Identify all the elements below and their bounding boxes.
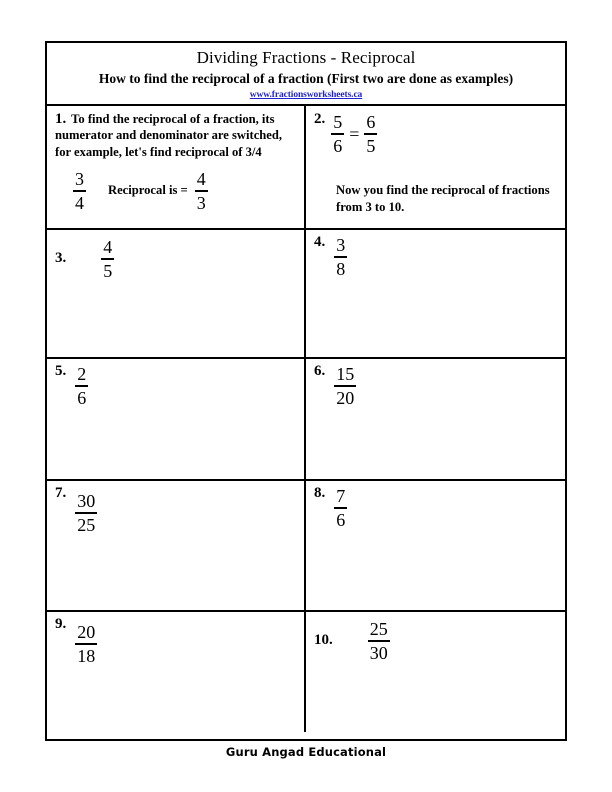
problem-fraction xyxy=(75,622,97,666)
page-title: Dividing Fractions - Reciprocal xyxy=(196,48,416,67)
table-row xyxy=(47,106,565,230)
question-number: 6. xyxy=(314,362,326,379)
fraction-bar xyxy=(368,640,390,642)
fraction-bar xyxy=(334,256,347,258)
fraction-bar xyxy=(75,643,97,645)
worksheet-table xyxy=(45,41,567,741)
fraction-denominator: 3 xyxy=(196,192,206,213)
problem-fraction xyxy=(75,364,88,408)
fraction-numerator: 3 xyxy=(336,234,346,255)
problem-fraction xyxy=(334,486,347,530)
worksheet-header xyxy=(47,43,565,106)
question-number: 5. xyxy=(55,362,67,379)
fraction-denominator: 8 xyxy=(336,258,346,279)
fraction-denominator: 6 xyxy=(333,135,343,156)
fraction-denominator: 5 xyxy=(103,260,113,281)
fraction-bar xyxy=(364,133,377,135)
fraction-numerator: 4 xyxy=(196,168,206,189)
fraction-denominator: 30 xyxy=(369,642,388,663)
example-2-equation xyxy=(314,112,557,156)
fraction-bar xyxy=(101,258,114,260)
problem-fraction xyxy=(101,237,114,281)
problem-cell-5[interactable] xyxy=(47,359,306,479)
table-row xyxy=(47,612,565,732)
problem-10 xyxy=(314,617,557,663)
footer-credit: Guru Angad Educational xyxy=(225,745,387,759)
fraction-numerator: 4 xyxy=(103,236,113,257)
problem-7 xyxy=(55,486,296,535)
question-number: 10. xyxy=(314,631,333,648)
table-row xyxy=(47,230,565,359)
fraction-numerator: 25 xyxy=(369,618,388,639)
page-subtitle: How to find the reciprocal of a fraction (First two are done as examples) xyxy=(98,70,514,86)
fraction-bar xyxy=(334,385,356,387)
equals-sign: = xyxy=(349,123,360,144)
problem-grid xyxy=(47,106,565,739)
fraction-denominator: 25 xyxy=(77,514,96,535)
question-number: 2. xyxy=(314,110,326,127)
fraction-numerator: 30 xyxy=(77,490,96,511)
problem-3 xyxy=(55,235,296,281)
problem-fraction xyxy=(334,235,347,279)
table-row xyxy=(47,481,565,612)
example-cell-1 xyxy=(47,106,306,228)
fraction-given xyxy=(73,169,86,213)
fraction-bar xyxy=(334,507,347,509)
fraction-denominator: 6 xyxy=(77,387,87,408)
example-1-equation xyxy=(55,169,296,213)
problem-cell-4[interactable] xyxy=(306,230,565,357)
problem-cell-10[interactable] xyxy=(306,612,565,732)
problem-cell-3[interactable] xyxy=(47,230,306,357)
fraction-bar xyxy=(331,133,344,135)
fraction-numerator: 5 xyxy=(333,111,343,132)
problem-5 xyxy=(55,364,296,408)
fraction-denominator: 18 xyxy=(77,645,96,666)
fraction-bar xyxy=(75,385,88,387)
fraction-given xyxy=(331,112,344,156)
reciprocal-label: Reciprocal is = xyxy=(108,183,188,198)
question-number: 9. xyxy=(55,615,67,632)
problem-4 xyxy=(314,235,557,279)
fraction-answer xyxy=(195,169,208,213)
fraction-numerator: 20 xyxy=(77,621,96,642)
question-number: 3. xyxy=(55,249,67,266)
fraction-denominator: 20 xyxy=(336,387,355,408)
question-number: 8. xyxy=(314,484,326,501)
question-number: 7. xyxy=(55,484,67,501)
table-row xyxy=(47,359,565,481)
instruction-note: Now you find the reciprocal of fractions from 3 to 10. xyxy=(336,183,550,214)
source-url-link[interactable]: www.fractionsworksheets.ca xyxy=(249,89,363,100)
fraction-denominator: 5 xyxy=(366,135,376,156)
fraction-bar xyxy=(73,190,86,192)
problem-cell-7[interactable] xyxy=(47,481,306,610)
question-number: 4. xyxy=(314,233,326,250)
problem-fraction xyxy=(368,619,390,663)
problem-cell-9[interactable] xyxy=(47,612,306,732)
problem-cell-6[interactable] xyxy=(306,359,565,479)
problem-fraction xyxy=(334,364,356,408)
fraction-bar xyxy=(75,512,97,514)
example-cell-2 xyxy=(306,106,565,228)
fraction-bar xyxy=(195,190,208,192)
problem-6 xyxy=(314,364,557,408)
fraction-numerator: 7 xyxy=(336,485,346,506)
example-1-body: To find the reciprocal of a fraction, its numerator and denominator are switched, for example, let's find reciprocal of 3/4 xyxy=(55,111,283,159)
problem-fraction xyxy=(75,491,97,535)
fraction-denominator: 4 xyxy=(75,192,84,213)
fraction-numerator: 15 xyxy=(336,363,355,384)
fraction-numerator: 3 xyxy=(75,168,84,189)
example-1-text xyxy=(55,111,296,161)
question-number: 1. xyxy=(55,110,67,127)
fraction-numerator: 6 xyxy=(366,111,376,132)
fraction-numerator: 2 xyxy=(77,363,87,384)
problem-cell-8[interactable] xyxy=(306,481,565,610)
fraction-denominator: 6 xyxy=(336,509,346,530)
fraction-answer xyxy=(364,112,377,156)
problem-9 xyxy=(55,617,296,666)
problem-8 xyxy=(314,486,557,530)
